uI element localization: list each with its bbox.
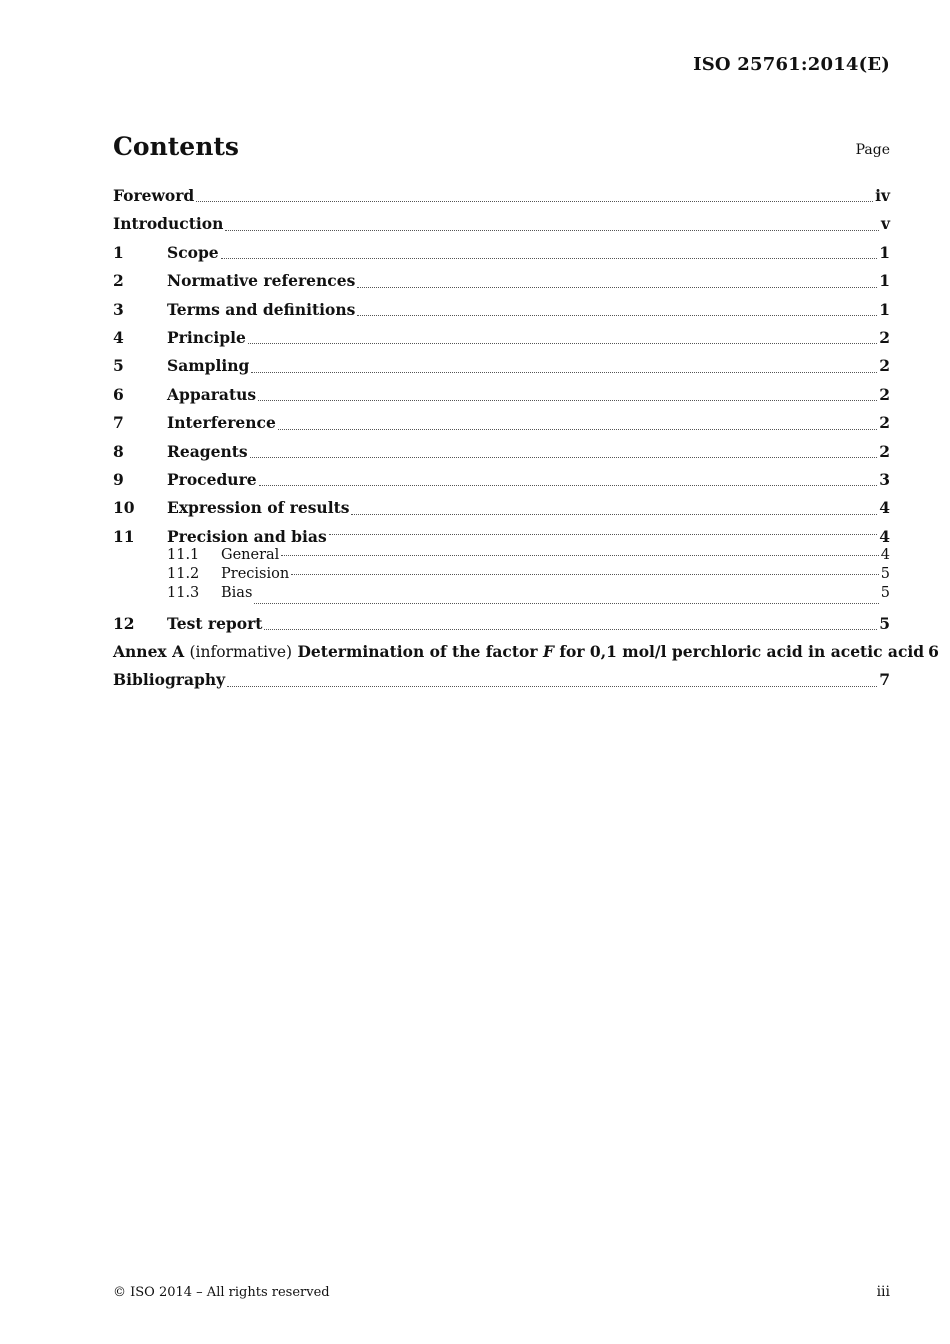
dot-leader	[291, 573, 879, 575]
toc-entry-clause-2[interactable]	[113, 270, 890, 298]
dot-leader	[264, 628, 877, 630]
dot-leader	[254, 602, 878, 604]
toc-entry-number: 7	[113, 413, 124, 433]
dot-leader	[221, 257, 878, 259]
toc-entry-page: 5	[879, 613, 890, 633]
dot-leader	[329, 533, 878, 535]
toc-entry-title: Bibliography	[113, 670, 226, 690]
toc-entry-number: 11	[113, 526, 135, 546]
toc-entry-number: 1	[113, 242, 124, 262]
toc-entry-annex-a[interactable]	[113, 641, 939, 669]
annex-title-part1: Determination of the factor	[297, 642, 538, 662]
toc-entry-number: 6	[113, 384, 124, 404]
toc-entry-number: 3	[113, 299, 124, 319]
dot-leader	[248, 342, 877, 344]
toc-entry-number: 9	[113, 469, 124, 489]
dot-leader	[357, 314, 877, 316]
toc-entry-clause-8[interactable]	[113, 441, 890, 469]
toc-entry-clause-3[interactable]	[113, 299, 890, 327]
toc-entry-title: Test report	[167, 613, 263, 633]
toc-entry-page: 2	[879, 413, 890, 433]
toc-entry-page: 4	[879, 498, 890, 518]
toc-entry-page: 2	[879, 356, 890, 376]
dot-leader	[281, 554, 878, 556]
toc-subentry-11-1[interactable]	[113, 546, 890, 565]
toc-entry-title: Precision and bias	[167, 526, 327, 546]
dot-leader	[357, 286, 877, 288]
toc-subentry-title: General	[221, 546, 280, 563]
toc-entry-number: 4	[113, 327, 124, 347]
toc-entry-page: v	[880, 214, 890, 234]
toc-entry-number: 12	[113, 613, 135, 633]
toc-entry-number: 5	[113, 356, 124, 376]
toc-subentry-title: Precision	[221, 565, 290, 582]
toc-entry-title: Interference	[167, 413, 276, 433]
annex-title-part2: for 0,1 mol/l perchloric acid in acetic acid	[559, 642, 925, 662]
dot-leader	[250, 456, 878, 458]
toc-entry-title: Apparatus	[167, 384, 257, 404]
toc-entry-page: 3	[879, 469, 890, 489]
toc-entry-number: 8	[113, 441, 124, 461]
toc-entry-page: 6	[928, 642, 939, 662]
dot-leader	[259, 484, 878, 486]
annex-title-variable: F	[542, 642, 554, 662]
toc-entry-clause-9[interactable]	[113, 469, 890, 497]
toc-entry-title: Sampling	[167, 356, 250, 376]
toc-entry-clause-10[interactable]	[113, 497, 890, 525]
toc-entry-title: Procedure	[167, 469, 257, 489]
toc-subentry-page: 5	[880, 565, 890, 582]
toc-entry-number: 2	[113, 271, 124, 291]
toc-entry-title: Normative references	[167, 271, 356, 291]
toc-entry-page: 2	[879, 441, 890, 461]
toc-entry-bibliography[interactable]	[113, 669, 890, 697]
dot-leader	[196, 200, 873, 202]
dot-leader	[258, 399, 877, 401]
toc-entry-page: 1	[879, 242, 890, 262]
toc-entry-clause-5[interactable]	[113, 355, 890, 383]
toc-subentry-page: 4	[880, 546, 890, 563]
toc-entry-title: Terms and definitions	[167, 299, 356, 319]
toc-entry-introduction[interactable]	[113, 213, 890, 241]
page-number: iii	[876, 1284, 890, 1300]
toc-entry-clause-11[interactable]	[113, 526, 890, 546]
toc-entry-page: 2	[879, 327, 890, 347]
toc-subentry-11-3[interactable]	[113, 584, 890, 613]
toc-entry-title: Principle	[167, 327, 246, 347]
toc-entry-title: Introduction	[113, 214, 224, 234]
toc-subentry-number: 11.2	[167, 565, 200, 582]
table-of-contents	[113, 185, 939, 698]
document-reference: ISO 25761:2014(E)	[693, 54, 890, 75]
toc-entry-title: Expression of results	[167, 498, 350, 518]
toc-subentry-page: 5	[880, 584, 890, 601]
toc-entry-page: 1	[879, 271, 890, 291]
dot-leader	[227, 685, 877, 687]
toc-entry-page: 2	[879, 384, 890, 404]
toc-entry-page: 1	[879, 299, 890, 319]
toc-subentry-number: 11.1	[167, 546, 200, 563]
toc-entry-clause-1[interactable]	[113, 242, 890, 270]
dot-leader	[278, 428, 877, 430]
toc-entry-title: Foreword	[113, 186, 195, 205]
contents-heading: Contents	[113, 132, 240, 161]
toc-entry-page: 4	[879, 526, 890, 546]
toc-entry-title: Scope	[167, 242, 219, 262]
dot-leader	[251, 371, 877, 373]
toc-entry-title: Reagents	[167, 441, 248, 461]
page-column-label: Page	[855, 142, 890, 158]
dot-leader	[351, 513, 877, 515]
copyright-notice: © ISO 2014 – All rights reserved	[113, 1285, 330, 1300]
annex-type: (informative)	[189, 643, 293, 662]
toc-entry-clause-6[interactable]	[113, 384, 890, 412]
toc-entry-page: iv	[875, 186, 890, 205]
annex-title	[113, 641, 924, 663]
toc-entry-foreword[interactable]	[113, 185, 890, 213]
toc-entry-clause-12[interactable]	[113, 613, 890, 641]
annex-label: Annex A	[113, 642, 185, 662]
toc-subentry-title: Bias	[221, 584, 253, 601]
toc-entry-clause-7[interactable]	[113, 412, 890, 440]
toc-subentry-11-2[interactable]	[113, 565, 890, 584]
toc-entry-clause-4[interactable]	[113, 327, 890, 355]
toc-entry-number: 10	[113, 498, 135, 518]
toc-entry-page: 7	[879, 670, 890, 690]
dot-leader	[225, 229, 879, 231]
toc-subentry-number: 11.3	[167, 584, 200, 601]
